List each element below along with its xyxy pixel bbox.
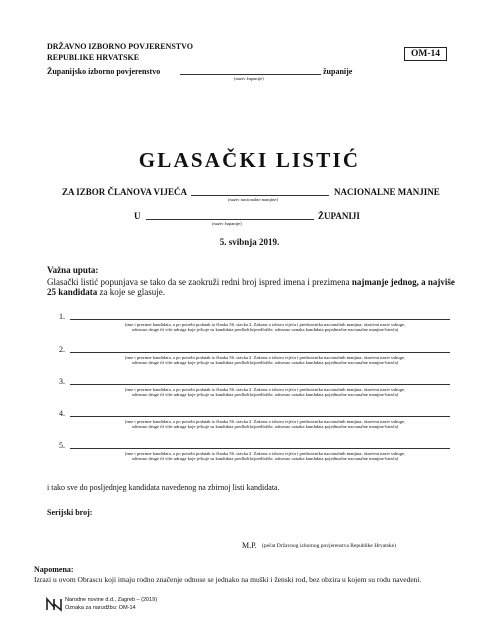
candidate-number[interactable]: 5.: [59, 441, 65, 450]
candidate-name-line: [70, 345, 450, 353]
form-code-box: [404, 43, 447, 61]
stamp-caption: (pečat Državnog izbornog povjerenstva Republike Hrvatske): [262, 543, 396, 549]
candidate-number[interactable]: 1.: [59, 312, 65, 321]
commission-name-line2: REPUBLIKE HRVATSKE: [47, 53, 140, 62]
candidate-caption-line2: odnosno druge ili više udruga koje je/koje su kandidata predložila/predložile, odnosno oznaka kandidata pojedinačne nacionalne manjine-birača): [131, 424, 399, 430]
candidate-caption-line2: odnosno druge ili više udruga koje je/koje su kandidata predložila/predložile, odnosno oznaka kandidata pojedinačne nacionalne manjine-birača): [131, 456, 399, 462]
candidate-name-line: [70, 312, 450, 320]
candidate-number[interactable]: 2.: [59, 345, 65, 354]
candidate-caption-line1: (ime i prezime kandidata, a po potrebi podatak iz članka 56. stavka 2. Zakona o izboru vijeća i predstavnika nacionalnih manjina, skraćeni naziv udruge,: [124, 387, 406, 392]
candidate-caption: [80, 355, 450, 366]
continuation-text: i tako sve do posljednjeg kandidata navedenog na zbirnoj listi kandidata.: [47, 483, 280, 492]
county-suffix: županije: [323, 67, 353, 76]
election-date: 5. svibnja 2019.: [219, 237, 280, 247]
note-text: Izrazi u ovom Obrascu koji imaju rodno značenje odnose se jednako na muški i ženski rod, bez obzira u kojem su rodu navedeni.: [34, 575, 422, 584]
candidate-name-line: [70, 441, 450, 449]
minority-name-field[interactable]: [191, 186, 329, 196]
commission-name-line1: DRŽAVNO IZBORNO POVJERENSTVO: [47, 42, 193, 51]
county-name-field[interactable]: [180, 66, 321, 75]
candidate-caption: [80, 419, 450, 430]
county-commission-label: Županijsko izborno povjerenstvo: [47, 67, 161, 76]
candidate-caption: [80, 451, 450, 462]
candidate-caption-line2: odnosno druge ili više udruga koje je/koje su kandidata predložila/predložile, odnosno oznaka kandidata pojedinačne nacionalne manjine-birača): [131, 327, 399, 333]
candidate-caption-line1: (ime i prezime kandidata, a po potrebi podatak iz članka 56. stavka 2. Zakona o izboru vijeća i predstavnika nacionalnih manjina, skraćeni naziv udruge,: [124, 419, 406, 424]
candidate-number[interactable]: 4.: [59, 409, 65, 418]
instructions-text: [47, 277, 457, 297]
election-line1-prefix: ZA IZBOR ČLANOVA VIJEĆA: [62, 187, 187, 197]
instructions-text-part1: Glasački listić popunjava se tako da se zaokruži redni broj ispred imena i prezimena: [47, 277, 352, 287]
ballot-title: GLASAČKI LISTIĆ: [138, 148, 361, 172]
candidate-number[interactable]: 3.: [59, 377, 65, 386]
footer-order-code: Oznaka za narudžbu: OM-14: [65, 605, 136, 611]
candidate-caption-line1: (ime i prezime kandidata, a po potrebi podatak iz članka 56. stavka 2. Zakona o izboru vijeća i predstavnika nacionalnih manjina, skraćeni naziv udruge,: [124, 451, 406, 456]
county-caption-2: (naziv županije): [212, 221, 242, 226]
instructions-text-part2: za koje se glasuje.: [97, 287, 166, 297]
candidate-caption: [80, 387, 450, 398]
stamp-mp: M.P.: [242, 541, 257, 550]
publisher-logo-icon: [46, 596, 62, 612]
county-caption: (naziv županije): [234, 76, 264, 81]
instructions-text-bold: najmanje jednog, a najviše 25 kandidata: [47, 277, 455, 297]
candidate-caption-line2: odnosno druge ili više udruga koje je/koje su kandidata predložila/predložile, odnosno oznaka kandidata pojedinačne nacionalne manjine-birača): [131, 360, 399, 366]
election-line1-suffix: NACIONALNE MANJINE: [334, 187, 440, 197]
county-name-field-2[interactable]: [146, 210, 314, 220]
candidate-caption-line2: odnosno druge ili više udruga koje je/koje su kandidata predložila/predložile, odnosno oznaka kandidata pojedinačne nacionalne manjine-birača): [131, 392, 399, 398]
form-code: OM-14: [404, 47, 447, 61]
serial-number-label: Serijski broj:: [47, 508, 93, 517]
candidate-caption-line1: (ime i prezime kandidata, a po potrebi podatak iz članka 56. stavka 2. Zakona o izboru vijeća i predstavnika nacionalnih manjina, skraćeni naziv udruge,: [124, 322, 406, 327]
instructions-heading: Važna uputa:: [47, 265, 99, 275]
footer-publisher: Narodne novine d.d., Zagreb – (2019): [65, 597, 158, 603]
candidate-name-line: [70, 409, 450, 417]
candidate-name-line: [70, 377, 450, 385]
election-line2-suffix: ŽUPANIJI: [318, 211, 360, 221]
note-heading: Napomena:: [34, 565, 74, 574]
minority-caption: (naziv nacionalne manjine): [228, 197, 278, 202]
election-line2-prefix: U: [134, 211, 141, 221]
candidate-caption: [80, 322, 450, 333]
candidate-caption-line1: (ime i prezime kandidata, a po potrebi podatak iz članka 56. stavka 2. Zakona o izboru vijeća i predstavnika nacionalnih manjina, skraćeni naziv udruge,: [124, 355, 406, 360]
